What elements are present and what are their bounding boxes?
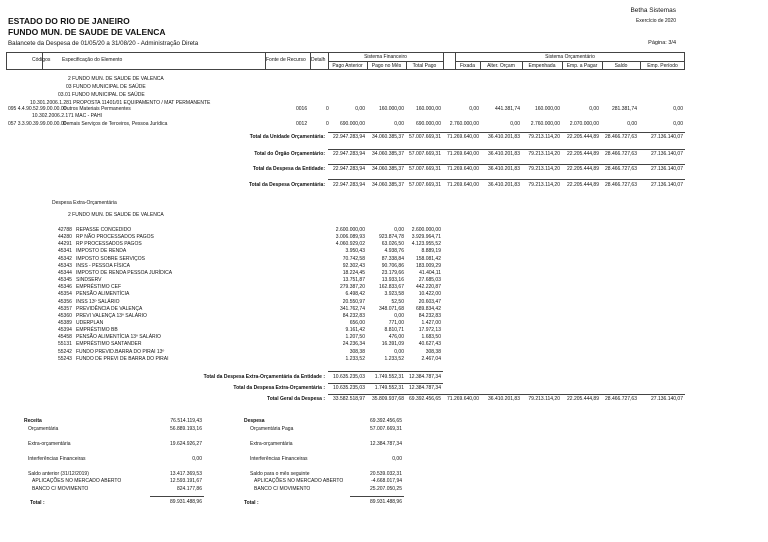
extra-cell-b: 1.233,52 <box>384 355 404 362</box>
extra-cell-code: 45344 <box>58 269 72 276</box>
extra-row <box>0 277 768 284</box>
extra-cell-c: 8.889,19 <box>421 248 441 255</box>
extra-cell-desc: SINDSERV <box>76 277 102 284</box>
extra-cell-c: 27.685,03 <box>418 277 441 284</box>
extra-cell-desc: FUNDO DE PREVI DE BARRA DO PIRAI <box>76 355 169 362</box>
col-fixada: Fixada <box>459 63 475 69</box>
extra-entity: 2 FUNDO MUN. DE SAUDE DE VALENCA <box>68 212 164 218</box>
total-unidade-row: Total da Unidade Orçamentária: 22.947.283,94 34.060.385,37 57.007.669,31 71.269.640,00 36.410.201,83 79.213.114,20 22.205.444,89 28.466.727,63 27.136.140,07 <box>249 134 683 140</box>
hierarchy-entity: 2 FUNDO MUN. DE SAUDE DE VALENCA <box>68 76 164 82</box>
extra-cell-desc: EMPRÉSTIMO BB <box>76 327 118 334</box>
extra-cell-code: 45458 <box>58 334 72 341</box>
table-row: 057 3.3.90.39.99.00.00.00 Demais Serviços de Terceiros, Pessoa Jurídica 0012 0 690.000,00 0,00 690.000,00 2.760.000,00 0,00 2.760.000,00 2.070.000,00 0,00 0,00 <box>8 121 683 127</box>
extra-cell-desc: IMPOSTO DE RENDA <box>76 248 127 255</box>
extra-cell-a: 9.161,42 <box>345 327 365 334</box>
total-geral-row: Total Geral da Despesa : 33.582.518,97 35.809.937,68 69.392.456,65 71.269.640,00 36.410.201,83 79.213.114,20 22.205.444,89 28.466.727,63 27.136.140,07 <box>267 396 683 402</box>
extra-row <box>0 356 768 363</box>
extra-cell-desc: EMPRÉSTIMO SANTANDER <box>76 341 142 348</box>
extra-cell-code: 44280 <box>58 234 72 241</box>
extra-cell-c: 41.404,11 <box>419 269 441 276</box>
extra-cell-b: 23.179,66 <box>381 269 404 276</box>
extra-row <box>0 263 768 270</box>
extra-cell-b: 52,50 <box>391 298 404 305</box>
extra-cell-b: 90.706,86 <box>381 262 404 269</box>
col-pago-mes: Pago no Mês <box>371 63 402 69</box>
extra-cell-desc: RP NÃO PROCESSADOS PAGOS <box>76 234 154 241</box>
extra-cell-a: 341.762,74 <box>339 305 365 312</box>
extra-row <box>0 306 768 313</box>
extra-cell-code: 45360 <box>58 312 72 319</box>
extra-cell-b: 63.026,50 <box>381 241 404 248</box>
extra-cell-b: 87.338,84 <box>381 255 404 262</box>
total-orgao-row: Total do Órgão Orçamentário: 22.947.283,94 34.060.385,37 57.007.669,31 71.269.640,00 36.410.201,83 79.213.114,20 22.205.444,89 28.466.727,63 27.136.140,07 <box>254 151 683 157</box>
extra-row <box>0 291 768 298</box>
extra-cell-c: 3.929.964,71 <box>411 234 441 241</box>
extra-cell-b: 4.938,76 <box>384 248 404 255</box>
col-pago-anterior: Pago Anterior <box>332 63 363 69</box>
extra-cell-code: 45356 <box>58 298 72 305</box>
extra-cell-desc: PENSÃO ALIMENTÍCIA 13º SALÁRIO <box>76 334 161 341</box>
group-financeiro: Sistema Financeiro <box>364 54 407 60</box>
extra-cell-a: 24.236,34 <box>342 341 365 348</box>
extra-cell-c: 158.081,42 <box>415 255 441 262</box>
extra-cell-a: 84.232,83 <box>342 312 365 319</box>
extra-cell-code: 45357 <box>58 305 72 312</box>
extra-cell-a: 656,00 <box>349 319 365 326</box>
extra-cell-c: 2.467,04 <box>421 355 441 362</box>
extra-cell-a: 13.751,87 <box>342 277 365 284</box>
extra-cell-c: 17.972,13 <box>418 327 441 334</box>
table-row: 095 4.4.90.52.99.00.00.00 Outros Materiais Permanentes 0016 0 0,00 160.000,00 160.000,00 0,00 441.381,74 160.000,00 0,00 281.381,74 0,00 <box>8 106 683 112</box>
extra-cell-code: 45342 <box>58 255 72 262</box>
extra-cell-desc: PREVIDÊNCIA DE VALENÇA <box>76 305 143 312</box>
extra-cell-a: 3.950,43 <box>345 248 365 255</box>
extra-row <box>0 248 768 255</box>
col-emp-periodo: Emp. Período <box>647 63 678 69</box>
page-number: Página: 3/4 <box>648 40 676 46</box>
group-orcamentario: Sistema Orçamentário <box>545 54 595 60</box>
state-title: ESTADO DO RIO DE JANEIRO <box>8 16 130 26</box>
company-name: Betha Sistemas <box>630 7 676 14</box>
extra-cell-c: 40.627,43 <box>418 341 441 348</box>
extra-cell-desc: INSS - PESSOA FÍSICA <box>76 262 130 269</box>
col-emp-pagar: Emp. a Pagar <box>566 63 598 69</box>
extra-cell-code: 55242 <box>58 348 72 355</box>
extra-cell-desc: PENSÃO ALIMENTÍCIA <box>76 291 130 298</box>
extra-title: Despesa Extra-Orçamentária <box>52 200 117 206</box>
extra-cell-code: 45394 <box>58 327 72 334</box>
extra-cell-desc: REPASSE CONCEDIDO <box>76 227 132 233</box>
extra-cell-b: 13.933,16 <box>381 277 404 284</box>
col-saldo: Saldo <box>614 63 628 69</box>
extra-cell-a: 92.302,43 <box>342 262 365 269</box>
extra-row <box>0 349 768 356</box>
extra-cell-b: 348.071,68 <box>378 305 404 312</box>
extra-row <box>0 241 768 248</box>
extra-cell-desc: EMPRÉSTIMO CEF <box>76 284 122 291</box>
extra-row <box>0 320 768 327</box>
col-fonte: Fonte de Recurso <box>266 57 306 63</box>
extra-cell-b: 0,00 <box>394 348 404 355</box>
table-row: 10.302.2006.2.171 MAC - PAHI <box>32 113 102 119</box>
extra-row <box>0 227 768 234</box>
hierarchy-unit: 03.01 FUNDO MUNICIPAL DE SAÚDE <box>58 92 145 98</box>
col-alter-orcam: Alter. Orçam <box>487 63 515 69</box>
extra-cell-c: 183.009,29 <box>415 262 441 269</box>
extra-cell-c: 10.422,00 <box>418 291 441 298</box>
extra-row <box>0 234 768 241</box>
extra-cell-code: 45343 <box>58 262 72 269</box>
extra-row <box>0 256 768 263</box>
hierarchy-action: 10.301.2006.1.281 PROPOSTA 11401/01 EQUIPAMENTO / MAT PERMANENTE <box>30 100 211 106</box>
hierarchy-organ: 03 FUNDO MUNICIPAL DE SAÚDE <box>66 84 146 90</box>
extra-cell-code: 55243 <box>58 355 72 362</box>
extra-cell-b: 8.810,71 <box>384 327 404 334</box>
col-total-pago: Total Pago <box>412 63 437 69</box>
extra-cell-desc: UDERPLAN <box>76 319 104 326</box>
extra-cell-code: 45354 <box>58 291 72 298</box>
col-codigos: Códigos <box>32 57 51 63</box>
extra-cell-desc: FUNDO PREVID.BARRA DO PIRAI 13º <box>76 348 165 355</box>
extra-row <box>0 341 768 348</box>
extra-cell-c: 308,38 <box>425 348 441 355</box>
total-entidade-row: Total da Despesa da Entidade: 22.947.283,94 34.060.385,37 57.007.669,31 71.269.640,00 36.410.201,83 79.213.114,20 22.205.444,89 28.466.727,63 27.136.140,07 <box>252 166 683 172</box>
extra-cell-b: 0,00 <box>394 227 404 233</box>
extra-cell-desc: RP PROCESSADOS PAGOS <box>76 241 142 248</box>
col-detalh: Detalh <box>311 57 326 63</box>
extra-cell-a: 279.387,20 <box>339 284 365 291</box>
extra-cell-a: 2.600.000,00 <box>335 227 365 233</box>
fiscal-year: Exercício de 2020 <box>635 18 676 24</box>
extra-total-row: Total da Despesa Extra-Orçamentária : 10.635.235,03 1.749.552,31 12.384.787,34 <box>233 385 441 391</box>
col-empenhada: Empenhada <box>528 63 556 69</box>
extra-cell-c: 1.427,00 <box>421 319 441 326</box>
extra-cell-a: 3.006.089,93 <box>335 234 365 241</box>
report-subtitle: Balancete da Despesa de 01/05/20 a 31/08/20 - Administração Direta <box>8 40 199 47</box>
extra-row <box>0 270 768 277</box>
extra-cell-b: 162.833,67 <box>378 284 404 291</box>
extra-cell-b: 476,00 <box>388 334 404 341</box>
extra-cell-c: 84.232,83 <box>418 312 441 319</box>
extra-cell-code: 44291 <box>58 241 72 248</box>
extra-cell-c: 2.600.000,00 <box>411 227 441 233</box>
extra-cell-c: 20.603,47 <box>418 298 441 305</box>
extra-cell-c: 442.220,87 <box>415 284 441 291</box>
fund-title: FUNDO MUN. DE SAUDE DE VALENCA <box>8 27 166 37</box>
col-especificacao: Especificação do Elemento <box>62 57 123 63</box>
extra-row <box>0 299 768 306</box>
extra-cell-code: 45389 <box>58 319 72 326</box>
extra-cell-code: 55131 <box>58 341 72 348</box>
extra-cell-a: 18.224,45 <box>342 269 365 276</box>
total-orcamentaria-row: Total da Despesa Orçamentária: 22.947.283,94 34.060.385,37 57.007.669,31 71.269.640,00 36.410.201,83 79.213.114,20 22.205.444,89 28.466.727,63 27.136.140,07 <box>248 182 683 188</box>
extra-cell-a: 308,38 <box>349 348 365 355</box>
extra-cell-b: 3.923,58 <box>384 291 404 298</box>
extra-cell-desc: INSS 13º SALÁRIO <box>76 298 120 305</box>
extra-cell-a: 20.550,97 <box>342 298 365 305</box>
extra-cell-code: 45345 <box>58 277 72 284</box>
extra-cell-desc: IMPOSTO DE RENDA PESSOA JURÍDICA <box>76 269 173 276</box>
extra-cell-code: 42788 <box>58 227 72 233</box>
extra-cell-b: 923.874,78 <box>378 234 404 241</box>
extra-cell-code: 45346 <box>58 284 72 291</box>
extra-cell-c: 689.834,42 <box>415 305 441 312</box>
extra-cell-c: 1.683,50 <box>421 334 441 341</box>
extra-cell-code: 45341 <box>58 248 72 255</box>
extra-cell-a: 4.060.929,02 <box>335 241 365 248</box>
extra-total-entidade-row: Total da Despesa Extra-Orçamentária da Entidade : 10.635.235,03 1.749.552,31 12.384.787,34 <box>203 374 441 380</box>
extra-cell-b: 0,00 <box>394 312 404 319</box>
extra-cell-b: 16.391,09 <box>381 341 404 348</box>
extra-cell-a: 70.742,58 <box>342 255 365 262</box>
extra-cell-a: 1.233,52 <box>345 355 365 362</box>
extra-cell-desc: IMPOSTO SOBRE SERVIÇOS <box>76 255 145 262</box>
extra-row <box>0 313 768 320</box>
extra-cell-a: 1.207,50 <box>345 334 365 341</box>
extra-cell-desc: PREVI VALENÇA 13º SALÁRIO <box>76 312 147 319</box>
extra-cell-a: 6.498,42 <box>345 291 365 298</box>
extra-cell-b: 771,00 <box>388 319 404 326</box>
extra-cell-c: 4.123.955,52 <box>411 241 441 248</box>
